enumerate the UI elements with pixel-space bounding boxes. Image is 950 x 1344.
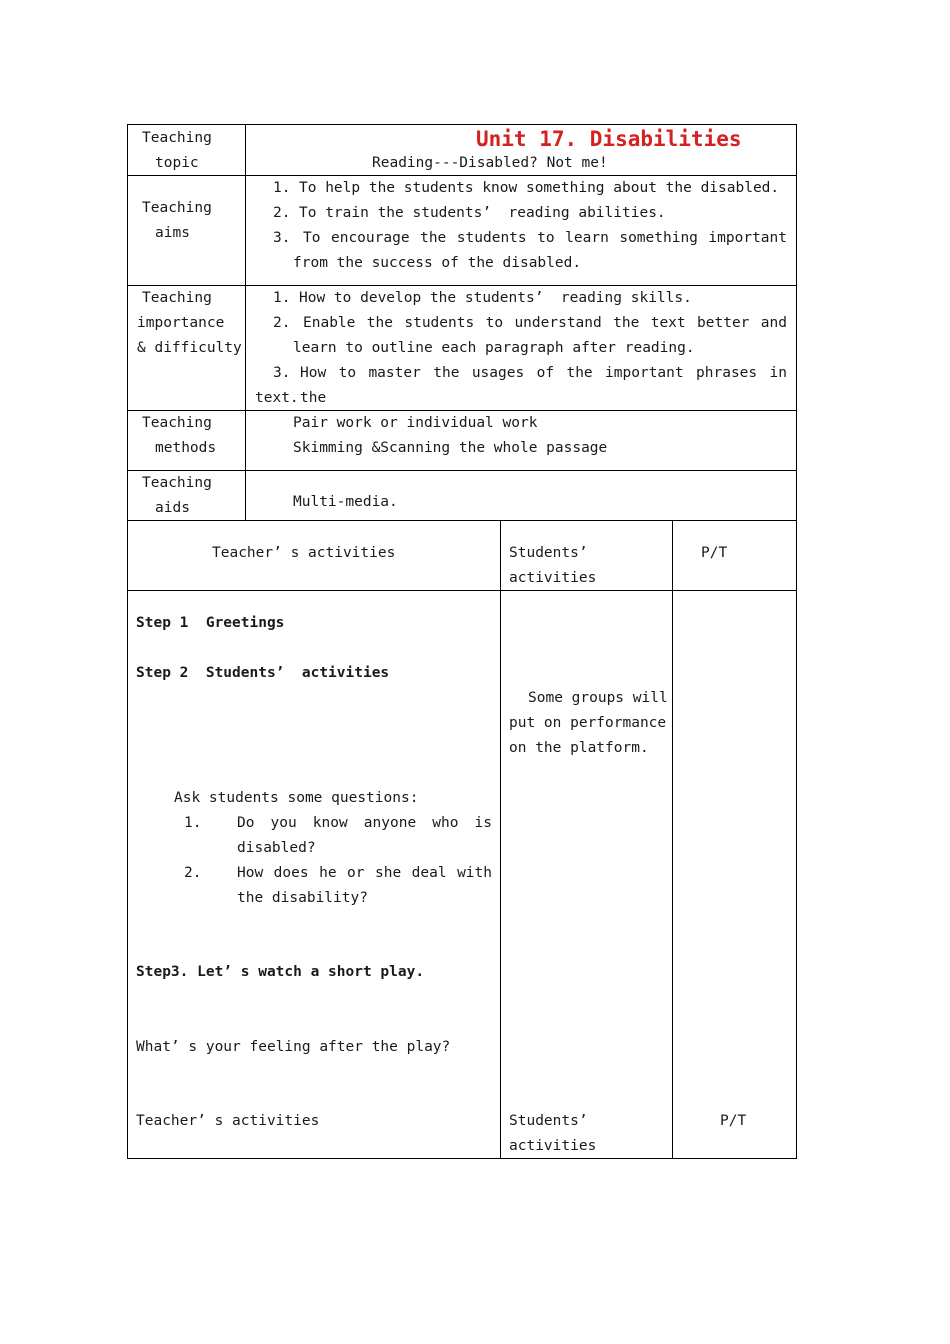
aids-label-line2: aids [155,500,190,516]
question-2-line2: the disability? [237,890,368,906]
question-2-line1: How does he or she deal with [237,865,492,881]
question-2-num: 2. [184,865,202,881]
question-1-num: 1. [184,815,202,831]
aims-item-1-text: To help the students know something about the disabled. [299,180,780,196]
aims-item-3-num: 3. [273,230,291,246]
importance-label-line1: Teaching [142,290,212,306]
feeling-question: What’ s your feeling after the play? [136,1039,451,1055]
footer-pt: P/T [720,1113,747,1129]
importance-item-3-cont: text. [255,390,299,406]
topic-label-line1: Teaching [142,130,212,146]
importance-item-2-num: 2. [273,315,291,331]
step2-heading: Step 2 Students’ activities [136,665,390,681]
step1-heading: Step 1 Greetings [136,615,285,631]
aims-label-line1: Teaching [142,200,212,216]
students-activities-header-line2: activities [509,570,597,586]
methods-label-line1: Teaching [142,415,212,431]
students-note-line3: on the platform. [509,740,649,756]
students-note-line1: Some groups will [528,690,668,706]
pt-header: P/T [701,545,728,561]
aims-item-3-cont: from the success of the disabled. [293,255,582,271]
aids-value: Multi-media. [293,494,398,510]
question-1-line2: disabled? [237,840,316,856]
importance-item-3-text: How to master the usages of the important phrases in the [300,365,787,406]
aims-label-line2: aims [155,225,190,241]
footer-students-activities-line2: activities [509,1138,597,1154]
importance-item-1-text: How to develop the students’ reading skills. [299,290,692,306]
importance-item-2-text: Enable the students to understand the text better and [303,315,787,331]
footer-students-activities-line1: Students’ [509,1113,588,1129]
importance-item-1-num: 1. [273,290,291,306]
importance-label-line3: & difficulty [137,340,242,356]
methods-label-line2: methods [155,440,217,456]
importance-label-line2: importance [137,315,225,331]
step3-heading: Step3. Let’ s watch a short play. [136,964,425,980]
footer-teacher-activities: Teacher’ s activities [136,1113,320,1129]
students-activities-header-line1: Students’ [509,545,588,561]
aims-item-1-num: 1. [273,180,291,196]
unit-title: Unit 17. Disabilities [476,127,742,151]
importance-item-2-cont: learn to outline each paragraph after reading. [293,340,695,356]
question-1-line1: Do you know anyone who is [237,815,492,831]
importance-item-3-num: 3. [273,365,291,381]
students-note-line2: put on performance [509,715,667,731]
aims-item-2-num: 2. [273,205,291,221]
aims-item-2-text: To train the students’ reading abilities. [299,205,666,221]
unit-subtitle: Reading---Disabled? Not me! [372,155,608,171]
teacher-activities-header: Teacher’ s activities [212,545,396,561]
topic-label-line2: topic [155,155,199,171]
methods-line2: Skimming &Scanning the whole passage [293,440,608,456]
aims-item-3-text: To encourage the students to learn something important [303,230,787,246]
methods-line1: Pair work or individual work [293,415,538,431]
aids-label-line1: Teaching [142,475,212,491]
ask-questions-intro: Ask students some questions: [174,790,419,806]
